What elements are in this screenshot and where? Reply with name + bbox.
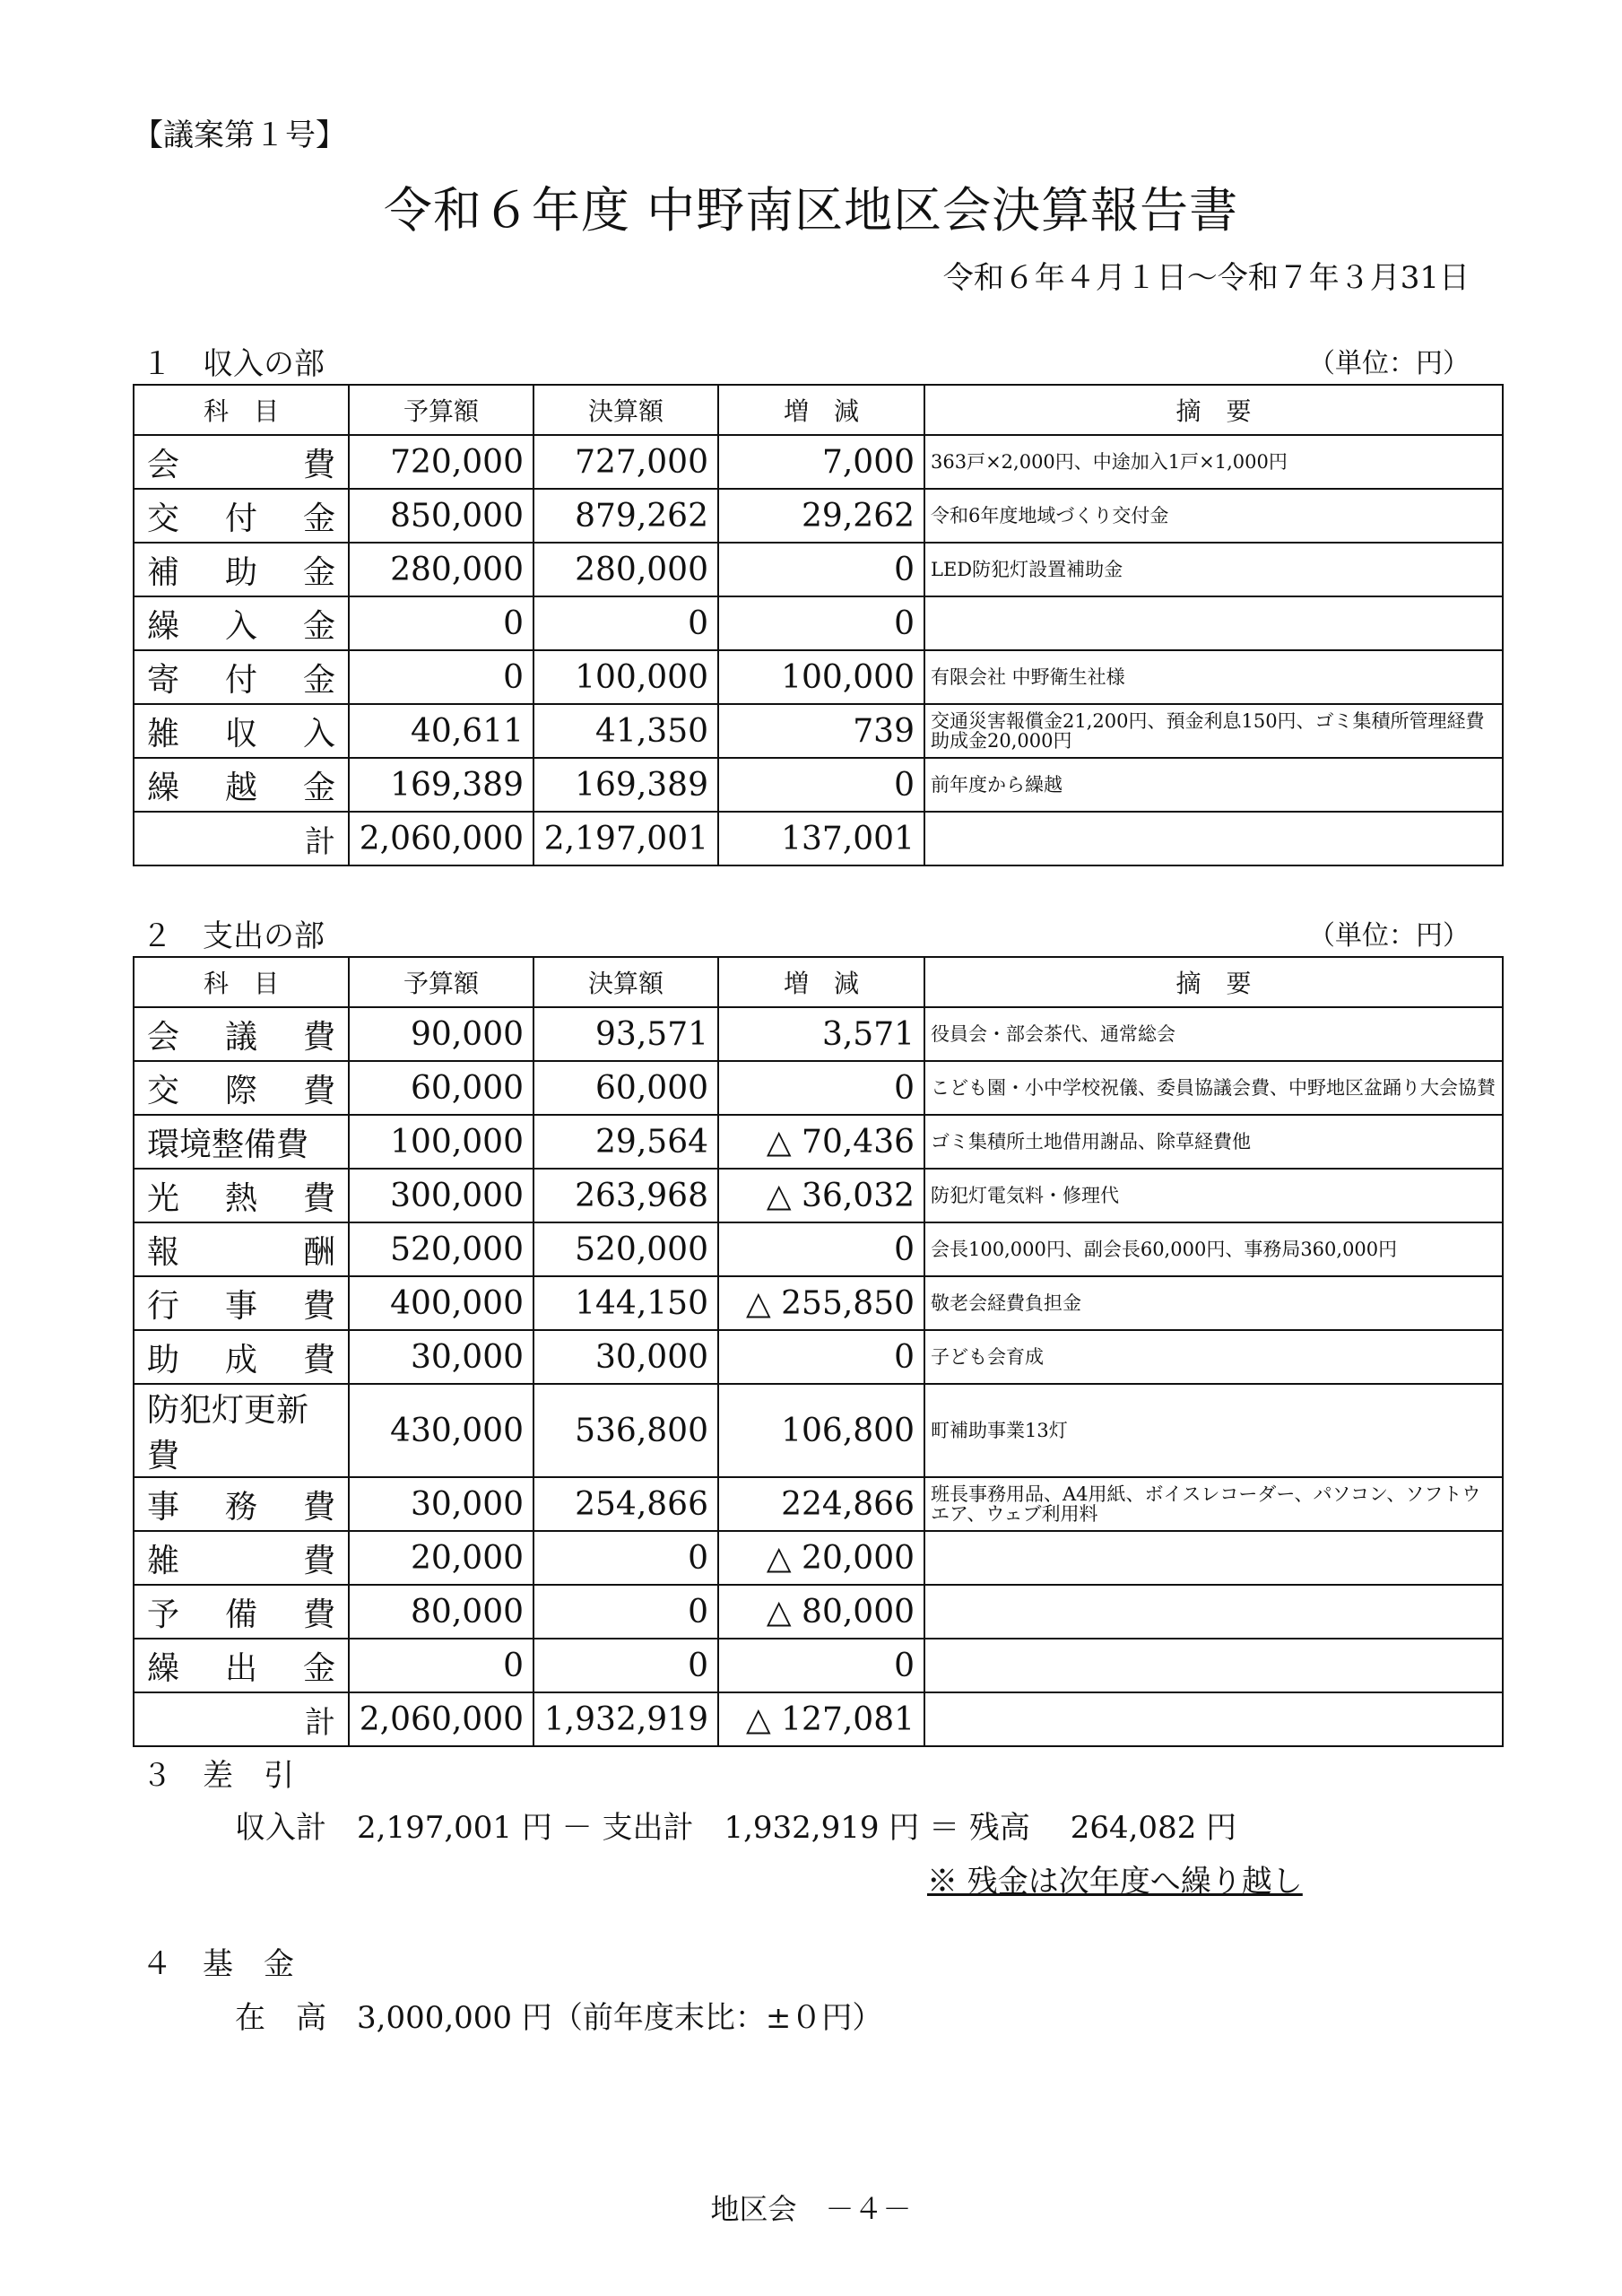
table-row xyxy=(134,543,1503,596)
column-header: 摘 要 xyxy=(924,385,1503,435)
total-row xyxy=(134,1692,1503,1746)
item-name xyxy=(134,650,349,704)
column-header: 科 目 xyxy=(134,957,349,1007)
item-name-label: 繰 出 金 xyxy=(147,1649,335,1687)
amount-actual: 29,564 xyxy=(533,1115,718,1169)
expense-unit: （単位：円） xyxy=(1308,920,1470,952)
table-row xyxy=(134,704,1503,758)
item-name xyxy=(134,1115,349,1169)
item-name xyxy=(134,1276,349,1330)
total-actual: 1,932,919 xyxy=(533,1692,718,1746)
amount-actual: 520,000 xyxy=(533,1222,718,1276)
total-label: 計 xyxy=(134,1692,349,1746)
fund-heading: ４ 基 金 xyxy=(142,1946,294,1982)
table-row xyxy=(134,1477,1503,1531)
item-name xyxy=(134,1585,349,1639)
amount-budget: 850,000 xyxy=(349,489,533,543)
item-note xyxy=(924,1531,1503,1585)
item-name-label: 助 成 費 xyxy=(147,1341,335,1378)
table-row xyxy=(134,1330,1503,1384)
table-row xyxy=(134,1115,1503,1169)
amount-budget: 0 xyxy=(349,596,533,650)
item-name-label: 防犯灯更新費 xyxy=(147,1392,309,1474)
amount-diff: 3,571 xyxy=(718,1007,924,1061)
table-row xyxy=(134,1169,1503,1222)
amount-budget: 520,000 xyxy=(349,1222,533,1276)
column-header: 摘 要 xyxy=(924,957,1503,1007)
amount-diff: 0 xyxy=(718,1222,924,1276)
item-note xyxy=(924,1585,1503,1639)
column-header: 予算額 xyxy=(349,385,533,435)
item-note: 班長事務用品、A4用紙、ボイスレコーダー、パソコン、ソフトウエア、ウェブ利用料 xyxy=(924,1477,1503,1531)
item-name xyxy=(134,1531,349,1585)
item-note: 役員会・部会茶代、通常総会 xyxy=(924,1007,1503,1061)
amount-actual: 254,866 xyxy=(533,1477,718,1531)
amount-budget: 0 xyxy=(349,1639,533,1692)
amount-actual: 536,800 xyxy=(533,1384,718,1477)
income-unit: （単位：円） xyxy=(1308,348,1470,379)
amount-diff: 0 xyxy=(718,543,924,596)
amount-actual: 144,150 xyxy=(533,1276,718,1330)
item-name-label: 会 費 xyxy=(147,446,335,483)
amount-actual: 0 xyxy=(533,596,718,650)
amount-actual: 93,571 xyxy=(533,1007,718,1061)
item-note: 有限会社 中野衛生社様 xyxy=(924,650,1503,704)
amount-budget: 60,000 xyxy=(349,1061,533,1115)
amount-diff: △ 255,850 xyxy=(718,1276,924,1330)
item-name xyxy=(134,543,349,596)
item-name-label: 行 事 費 xyxy=(147,1287,335,1325)
amount-budget: 100,000 xyxy=(349,1115,533,1169)
table-row xyxy=(134,1007,1503,1061)
amount-diff: 29,262 xyxy=(718,489,924,543)
table-row xyxy=(134,489,1503,543)
item-name-label: 寄 付 金 xyxy=(147,661,335,699)
table-row xyxy=(134,650,1503,704)
amount-diff: 0 xyxy=(718,1639,924,1692)
total-actual: 2,197,001 xyxy=(533,812,718,865)
item-name-label: 予 備 費 xyxy=(147,1596,335,1633)
total-budget: 2,060,000 xyxy=(349,1692,533,1746)
amount-budget: 30,000 xyxy=(349,1330,533,1384)
table-row xyxy=(134,1639,1503,1692)
item-note xyxy=(924,596,1503,650)
table-row xyxy=(134,1222,1503,1276)
item-name xyxy=(134,1639,349,1692)
page-footer: 地区会 －４－ xyxy=(710,2192,912,2226)
item-note xyxy=(924,1639,1503,1692)
table-row xyxy=(134,758,1503,812)
table-row xyxy=(134,1531,1503,1585)
table-row xyxy=(134,1276,1503,1330)
amount-diff: 100,000 xyxy=(718,650,924,704)
item-note: 363戸×2,000円、中途加入1戸×1,000円 xyxy=(924,435,1503,489)
amount-diff: 106,800 xyxy=(718,1384,924,1477)
amount-budget: 20,000 xyxy=(349,1531,533,1585)
income-table xyxy=(133,384,1504,866)
item-note: 会長100,000円、副会長60,000円、事務局360,000円 xyxy=(924,1222,1503,1276)
total-diff: 137,001 xyxy=(718,812,924,865)
item-name-label: 会 議 費 xyxy=(147,1018,335,1056)
amount-actual: 879,262 xyxy=(533,489,718,543)
amount-diff: 7,000 xyxy=(718,435,924,489)
item-note: 敬老会経費負担金 xyxy=(924,1276,1503,1330)
balance-note: ※ 残金は次年度へ繰り越し xyxy=(927,1864,1303,1900)
amount-actual: 727,000 xyxy=(533,435,718,489)
column-header: 科 目 xyxy=(134,385,349,435)
item-name-label: 繰 入 金 xyxy=(147,607,335,645)
amount-budget: 400,000 xyxy=(349,1276,533,1330)
expense-heading: ２ 支出の部 xyxy=(142,918,325,954)
amount-budget: 300,000 xyxy=(349,1169,533,1222)
item-name xyxy=(134,596,349,650)
amount-diff: 0 xyxy=(718,1061,924,1115)
amount-budget: 40,611 xyxy=(349,704,533,758)
item-name xyxy=(134,489,349,543)
item-name xyxy=(134,1222,349,1276)
total-diff: △ 127,081 xyxy=(718,1692,924,1746)
amount-actual: 0 xyxy=(533,1531,718,1585)
item-name xyxy=(134,1384,349,1477)
item-name-label: 光 熱 費 xyxy=(147,1179,335,1217)
amount-budget: 430,000 xyxy=(349,1384,533,1477)
table-row xyxy=(134,596,1503,650)
amount-diff: △ 36,032 xyxy=(718,1169,924,1222)
amount-diff: 0 xyxy=(718,1330,924,1384)
item-name-label: 交 際 費 xyxy=(147,1072,335,1109)
amount-actual: 100,000 xyxy=(533,650,718,704)
income-heading: １ 収入の部 xyxy=(142,346,325,382)
item-name-label: 補 助 金 xyxy=(147,553,335,591)
amount-budget: 30,000 xyxy=(349,1477,533,1531)
item-name xyxy=(134,1169,349,1222)
table-row xyxy=(134,1585,1503,1639)
item-name-label: 雑 費 xyxy=(147,1542,335,1579)
item-name xyxy=(134,1477,349,1531)
amount-actual: 0 xyxy=(533,1585,718,1639)
item-name-label: 事 務 費 xyxy=(147,1488,335,1526)
amount-diff: △ 20,000 xyxy=(718,1531,924,1585)
item-name xyxy=(134,1061,349,1115)
amount-actual: 169,389 xyxy=(533,758,718,812)
amount-actual: 60,000 xyxy=(533,1061,718,1115)
balance-calculation: 収入計 2,197,001 円 － 支出計 1,932,919 円 ＝ 残高 264,082 円 xyxy=(235,1810,1237,1846)
item-note: 令和6年度地域づくり交付金 xyxy=(924,489,1503,543)
column-header: 決算額 xyxy=(533,385,718,435)
item-name xyxy=(134,435,349,489)
amount-budget: 0 xyxy=(349,650,533,704)
item-note: 交通災害報償金21,200円、預金利息150円、ゴミ集積所管理経費助成金20,000円 xyxy=(924,704,1503,758)
expense-header-row xyxy=(134,957,1503,1007)
amount-diff: 224,866 xyxy=(718,1477,924,1531)
item-name xyxy=(134,758,349,812)
amount-budget: 720,000 xyxy=(349,435,533,489)
total-note xyxy=(924,1692,1503,1746)
amount-budget: 280,000 xyxy=(349,543,533,596)
item-name xyxy=(134,1007,349,1061)
amount-diff: 0 xyxy=(718,596,924,650)
page-title: 令和６年度 中野南区地区会決算報告書 xyxy=(383,182,1239,239)
item-note: LED防犯灯設置補助金 xyxy=(924,543,1503,596)
amount-diff: △ 80,000 xyxy=(718,1585,924,1639)
amount-diff: △ 70,436 xyxy=(718,1115,924,1169)
amount-actual: 30,000 xyxy=(533,1330,718,1384)
table-row xyxy=(134,1384,1503,1477)
amount-actual: 0 xyxy=(533,1639,718,1692)
amount-actual: 280,000 xyxy=(533,543,718,596)
balance-heading: ３ 差 引 xyxy=(142,1758,294,1794)
total-budget: 2,060,000 xyxy=(349,812,533,865)
amount-budget: 80,000 xyxy=(349,1585,533,1639)
expense-table xyxy=(133,956,1504,1747)
table-row xyxy=(134,1061,1503,1115)
column-header: 予算額 xyxy=(349,957,533,1007)
amount-diff: 0 xyxy=(718,758,924,812)
amount-budget: 90,000 xyxy=(349,1007,533,1061)
amount-budget: 169,389 xyxy=(349,758,533,812)
column-header: 決算額 xyxy=(533,957,718,1007)
amount-diff: 739 xyxy=(718,704,924,758)
item-name-label: 環境整備費 xyxy=(147,1126,309,1163)
column-header: 増 減 xyxy=(718,957,924,1007)
column-header: 増 減 xyxy=(718,385,924,435)
item-note: ゴミ集積所土地借用謝品、除草経費他 xyxy=(924,1115,1503,1169)
item-note: 子ども会育成 xyxy=(924,1330,1503,1384)
item-name-label: 繰 越 金 xyxy=(147,769,335,806)
item-note: 町補助事業13灯 xyxy=(924,1384,1503,1477)
amount-actual: 263,968 xyxy=(533,1169,718,1222)
income-header-row xyxy=(134,385,1503,435)
item-name-label: 交 付 金 xyxy=(147,500,335,537)
fund-balance: 在 高 3,000,000 円（前年度末比：±０円） xyxy=(235,2000,883,2036)
fiscal-period: 令和６年４月１日～令和７年３月31日 xyxy=(942,260,1470,296)
item-note: 前年度から繰越 xyxy=(924,758,1503,812)
total-row xyxy=(134,812,1503,865)
item-note: 防犯灯電気料・修理代 xyxy=(924,1169,1503,1222)
item-name-label: 報 酬 xyxy=(147,1233,335,1271)
agenda-number: 【議案第１号】 xyxy=(133,117,346,153)
item-name-label: 雑 収 入 xyxy=(147,715,335,752)
total-note xyxy=(924,812,1503,865)
table-row xyxy=(134,435,1503,489)
item-name xyxy=(134,704,349,758)
item-name xyxy=(134,1330,349,1384)
item-note: こども園・小中学校祝儀、委員協議会費、中野地区盆踊り大会協賛 xyxy=(924,1061,1503,1115)
total-label: 計 xyxy=(134,812,349,865)
amount-actual: 41,350 xyxy=(533,704,718,758)
